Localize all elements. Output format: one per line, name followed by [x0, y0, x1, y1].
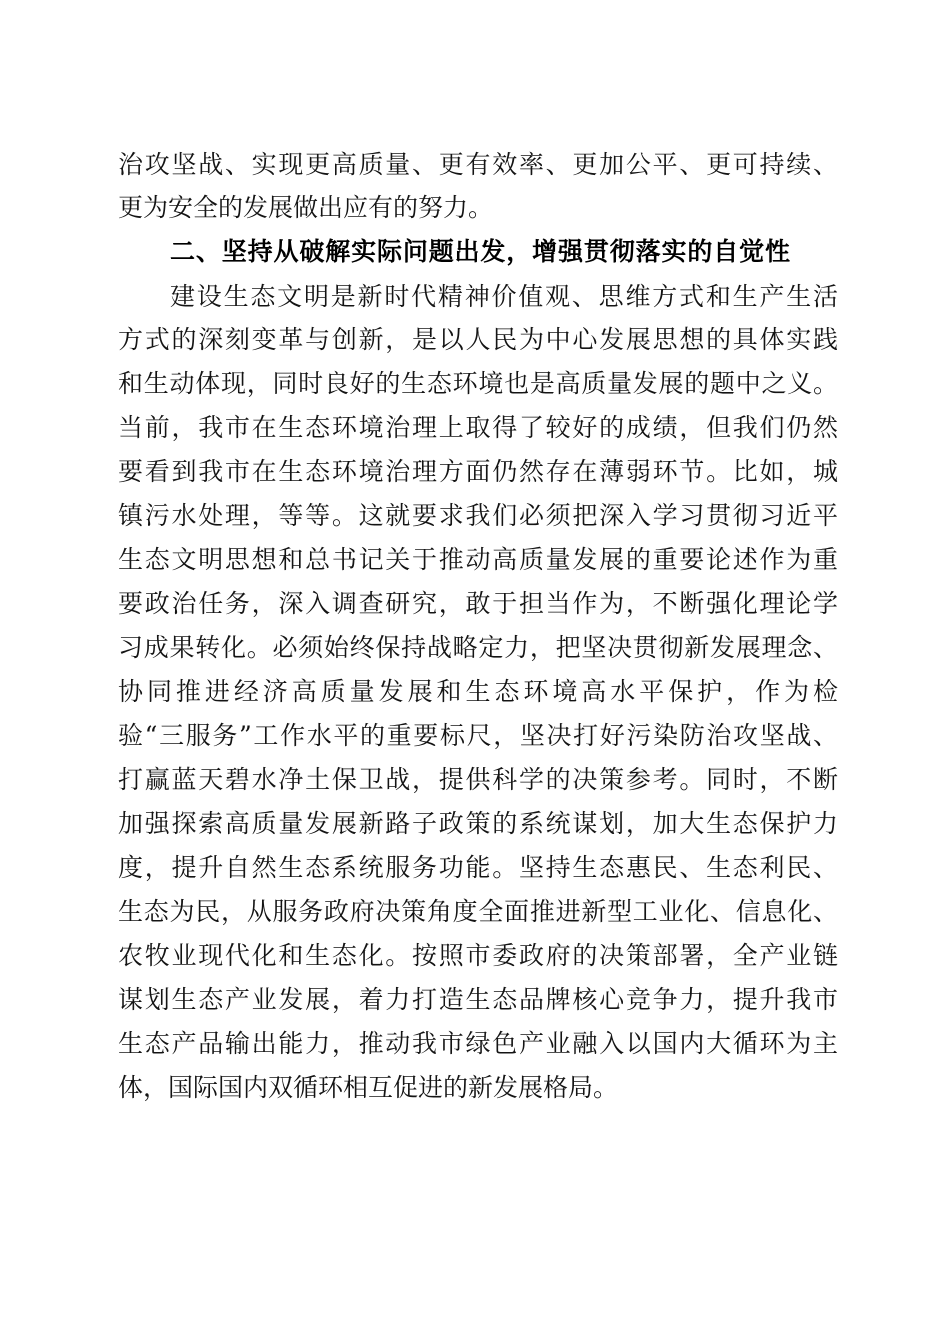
paragraph-line-1: 建设生态文明是新时代精神价值观、思维方式和生产生活	[170, 282, 838, 311]
paragraph-line-17: 谋划生态产业发展，着力打造生态品牌核心竞争力，提升我市	[118, 985, 838, 1014]
paragraph-line-4: 当前，我市在生态环境治理上取得了较好的成绩，但我们仍然	[118, 413, 838, 442]
paragraph-line-9: 习成果转化。必须始终保持战略定力，把坚决贯彻新发展理念、	[118, 633, 838, 662]
continuation-line-2: 更为安全的发展做出应有的努力。	[118, 193, 494, 222]
paragraph-line-12: 打赢蓝天碧水净土保卫战，提供科学的决策参考。同时，不断	[118, 765, 838, 794]
paragraph-line-7: 生态文明思想和总书记关于推动高质量发展的重要论述作为重	[118, 545, 838, 574]
paragraph-line-8: 要政治任务，深入调查研究，敢于担当作为，不断强化理论学	[118, 589, 838, 618]
paragraph-line-6: 镇污水处理，等等。这就要求我们必须把深入学习贯彻习近平	[118, 501, 838, 530]
paragraph-line-10: 协同推进经济高质量发展和生态环境高水平保护，作为检	[118, 677, 838, 706]
paragraph-line-11: 验“三服务”工作水平的重要标尺，坚决打好污染防治攻坚战、	[118, 721, 838, 750]
paragraph-line-19: 体，国际国内双循环相互促进的新发展格局。	[118, 1073, 619, 1102]
paragraph-line-14: 度，提升自然生态系统服务功能。坚持生态惠民、生态利民、	[118, 853, 838, 882]
paragraph-line-13: 加强探索高质量发展新路子政策的系统谋划，加大生态保护力	[118, 809, 838, 838]
paragraph-line-5: 要看到我市在生态环境治理方面仍然存在薄弱环节。比如，城	[118, 457, 838, 486]
continuation-line-1: 治攻坚战、实现更高质量、更有效率、更加公平、更可持续、	[118, 150, 838, 179]
paragraph-line-3: 和生动体现，同时良好的生态环境也是高质量发展的题中之义。	[118, 369, 838, 398]
paragraph-line-15: 生态为民，从服务政府决策角度全面推进新型工业化、信息化、	[118, 897, 838, 926]
paragraph-line-18: 生态产品输出能力，推动我市绿色产业融入以国内大循环为主	[118, 1029, 838, 1058]
paragraph-line-2: 方式的深刻变革与创新，是以人民为中心发展思想的具体实践	[118, 325, 838, 354]
section-heading: 二、坚持从破解实际问题出发，增强贯彻落实的自觉性	[170, 237, 790, 266]
paragraph-line-16: 农牧业现代化和生态化。按照市委政府的决策部署，全产业链	[118, 941, 838, 970]
